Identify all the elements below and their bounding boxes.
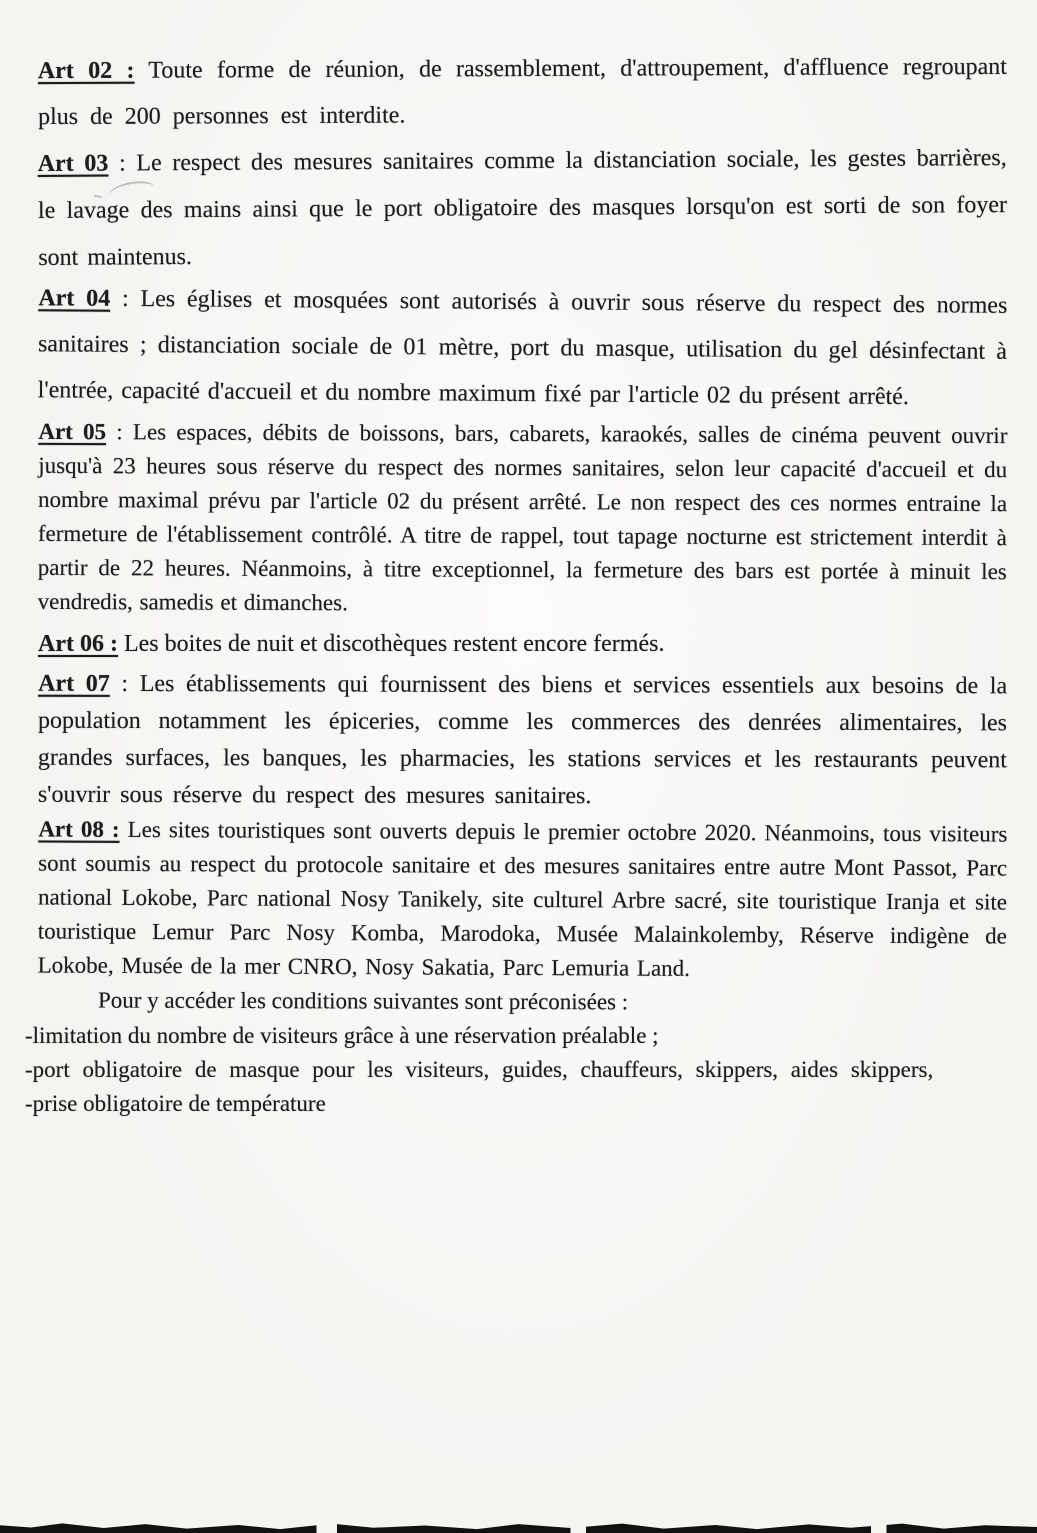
article-06 bbox=[38, 621, 1007, 667]
article-03-text: Le respect des mesures sanitaires comme la distanciation sociale, les gestes barrières, le lavage des mains ainsi que le port obligatoire des masques lorsqu'on est sorti de son foyer sont maintenus. bbox=[37, 145, 1008, 271]
article-03-heading: Art 03 bbox=[37, 150, 109, 177]
article-03-separator: : bbox=[108, 150, 137, 177]
article-02-heading: Art 02 : bbox=[37, 57, 135, 85]
article-02-separator bbox=[134, 58, 148, 84]
article-04-text: Les églises et mosquées sont autorisés à ouvrir sous réserve du respect des normes sanitaires ; distanciation sociale de 01 mètre, port du masque, utilisation du gel désinfectant à l'entrée, capacité d'accueil et du nombre maximum fixé par l'article 02 du présent arrêté. bbox=[37, 285, 1008, 411]
article-08 bbox=[38, 812, 1008, 987]
article-03 bbox=[38, 135, 1008, 282]
scan-edge-artifact bbox=[0, 1520, 1037, 1533]
condition-item-masque: -port obligatoire de masque pour les visiteurs, guides, chauffeurs, skippers, aides skippers, bbox=[25, 1057, 934, 1082]
article-02 bbox=[38, 44, 1007, 140]
condition-item-reservation: -limitation du nombre de visiteurs grâce à une réservation préalable ; bbox=[25, 1023, 659, 1048]
condition-item-temperature: -prise obligatoire de température bbox=[25, 1091, 326, 1116]
article-05-text: Les espaces, débits de boissons, bars, cabarets, karaokés, salles de cinéma peuvent ouvrir jusqu'à 23 heures sous réserve du respect des normes sanitaires, selon leur capacité d'accueil et du nombre maximal prévu par l'article 02 du présent arrêté. Le non respect des ces normes entraine la fermeture de l'établissement contrôlé. A titre de rappel, tout tapage nocturne est strictement interdit à partir de 22 heures. Néanmoins, à titre exceptionnel, la fermeture des bars est portée à minuit les vendredis, samedis et dimanches. bbox=[37, 419, 1008, 616]
article-04-separator: : bbox=[110, 285, 141, 312]
article-06-heading: Art 06 : bbox=[38, 631, 118, 657]
article-07-separator: : bbox=[109, 670, 140, 697]
article-08-heading: Art 08 : bbox=[38, 816, 120, 842]
article-08-text: Les sites touristiques sont ouverts depuis le premier octobre 2020. Néanmoins, tous visiteurs sont soumis au respect du protocole sanitaire et des mesures sanitaires entre autre Mont Passot, Parc national Lokobe, Parc national Nosy Tanikely, site culturel Arbre sacré, site touristique Iranja et site touristique Lemur Parc Nosy Komba, Marodoka, Musée Malainkolemby, Réserve indigène de Lokobe, Musée de la mer CNRO, Nosy Sakatia, Parc Lemuria Land. bbox=[37, 816, 1008, 981]
article-07 bbox=[38, 666, 1007, 817]
article-07-text: Les établissements qui fournissent des biens et services essentiels aux besoins de la population notamment les épiceries, comme les commerces des denrées alimentaires, les grandes surfaces, les banques, les pharmacies, les stations services et les restaurants peuvent s'ouvrir sous réserve du respect des mesures sanitaires. bbox=[37, 670, 1008, 810]
article-02-text: Toute forme de réunion, de rassemblement, d'attroupement, d'affluence regroupant plus de 200 personnes est interdite. bbox=[38, 53, 1007, 131]
article-04-heading: Art 04 bbox=[38, 285, 111, 312]
article-05-heading: Art 05 bbox=[38, 418, 107, 445]
access-conditions-intro: Pour y accéder les conditions suivantes sont préconisées : bbox=[97, 987, 629, 1015]
article-07-heading: Art 07 bbox=[38, 670, 110, 697]
article-05-separator: : bbox=[106, 419, 134, 445]
article-05 bbox=[38, 415, 1008, 623]
article-06-text: Les boites de nuit et discothèques restent encore fermés. bbox=[123, 631, 665, 657]
article-04 bbox=[37, 275, 1007, 421]
